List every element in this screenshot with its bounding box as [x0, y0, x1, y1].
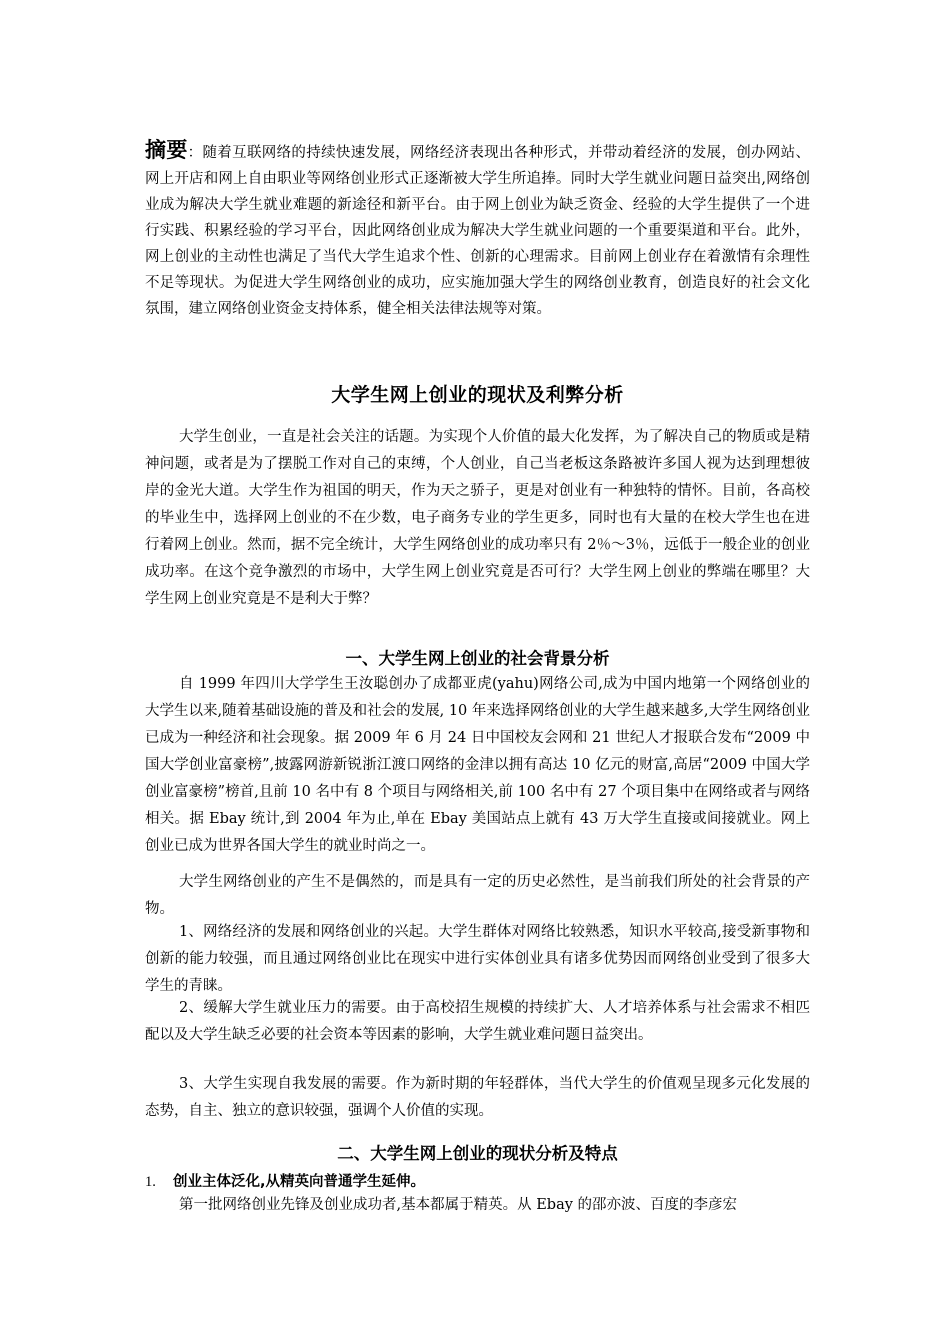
- abstract-paragraph: [145, 137, 810, 322]
- abstract-colon: ：: [187, 145, 203, 161]
- section2-item-1: [145, 1170, 810, 1191]
- intro-paragraph: 大学生创业，一直是社会关注的话题。为实现个人价值的最大化发挥，为了解决自己的物质或是精神问题，或者是为了摆脱工作对自己的束缚，个人创业，自己当老板这条路被许多国人视为达到理想彼岸的金光大道。大学生作为祖国的明天，作为天之骄子，更是对创业有一种独特的情怀。目前，各高校的毕业生中，选择网上创业的不在少数，电子商务专业的学生更多，同时也有大量的在校大学生也在进行着网上创业。然而，据不完全统计，大学生网络创业的成功率只有 2％～3％，远低于一般企业的创业成功率。在这个竞争激烈的市场中，大学生网上创业究竟是否可行？大学生网上创业的弊端在哪里？大学生网上创业究竟是不是利大于弊？: [145, 429, 810, 607]
- section1-paragraph-1: 自 1999 年四川大学学生王汝聪创办了成都亚虎(yahu)网络公司,成为中国内地第一个网络创业的大学生以来,随着基础设施的普及和社会的发展, 10 年来选择网络创业的大学生越来越多,大学生网络创业已成为一种经济和社会现象。据 2009 年 6 月 24 日中国校友会网和 21 世纪人才报联合发布“2009 中国大学创业富豪榜”,披露网游新锐浙江渡口网络的金津以拥有高达 10 亿元的财富,高居“2009 中国大学创业富豪榜”榜首,且前 10 名中有 8 个项目与网络相关,前 100 名中有 27 个项目集中在网络或者与网络相关。据 Ebay 统计,到 2004 年为止,单在 Ebay 美国站点上就有 43 万大学生直接或间接就业。网上创业已成为世界各国大学生的就业时尚之一。: [145, 676, 810, 854]
- section2-heading: 二、大学生网上创业的现状分析及特点: [337, 1144, 618, 1163]
- section2-item-1-number: 1.: [145, 1174, 156, 1190]
- section2-paragraph-1: 第一批网络创业先锋及创业成功者,基本都属于精英。从 Ebay 的邵亦波、百度的李彦宏: [179, 1197, 738, 1213]
- section1-paragraph-4: 2、缓解大学生就业压力的需要。由于高校招生规模的持续扩大、人才培养体系与社会需求不相匹配以及大学生缺乏必要的社会资本等因素的影响，大学生就业难问题日益突出。: [145, 1000, 810, 1043]
- abstract-keyword: 摘要: [145, 138, 188, 162]
- section1-heading: 一、大学生网上创业的社会背景分析: [345, 649, 610, 668]
- abstract-text: 随着互联网络的持续快速发展，网络经济表现出各种形式，并带动着经济的发展，创办网站、网上开店和网上自由职业等网络创业形式正逐渐被大学生所追捧。同时大学生就业问题日益突出,网络创业成为解决大学生就业难题的新途径和新平台。由于网上创业为缺乏资金、经验的大学生提供了一个进行实践、积累经验的学习平台，因此网络创业成为解决大学生就业问题的一个重要渠道和平台。此外，网上创业的主动性也满足了当代大学生追求个性、创新的心理需求。目前网上创业存在着激情有余理性不足等现状。为促进大学生网络创业的成功，应实施加强大学生的网络创业教育，创造良好的社会文化氛围，建立网络创业资金支持体系，健全相关法律法规等对策。: [145, 145, 811, 317]
- section1-paragraph-2: 大学生网络创业的产生不是偶然的，而是具有一定的历史必然性，是当前我们所处的社会背景的产物。: [145, 874, 810, 917]
- section1-paragraph-3: 1、网络经济的发展和网络创业的兴起。大学生群体对网络比较熟悉，知识水平较高,接受新事物和创新的能力较强，而且通过网络创业比在现实中进行实体创业具有诸多优势因而网络创业受到了很多大学生的青睐。: [145, 924, 810, 994]
- section2-item-1-title: 创业主体泛化,从精英向普通学生延伸。: [173, 1174, 426, 1190]
- section1-paragraph-5: 3、大学生实现自我发展的需要。作为新时期的年轻群体，当代大学生的价值观呈现多元化发展的态势，自主、独立的意识较强，强调个人价值的实现。: [145, 1076, 810, 1119]
- document-title: 大学生网上创业的现状及利弊分析: [331, 384, 624, 406]
